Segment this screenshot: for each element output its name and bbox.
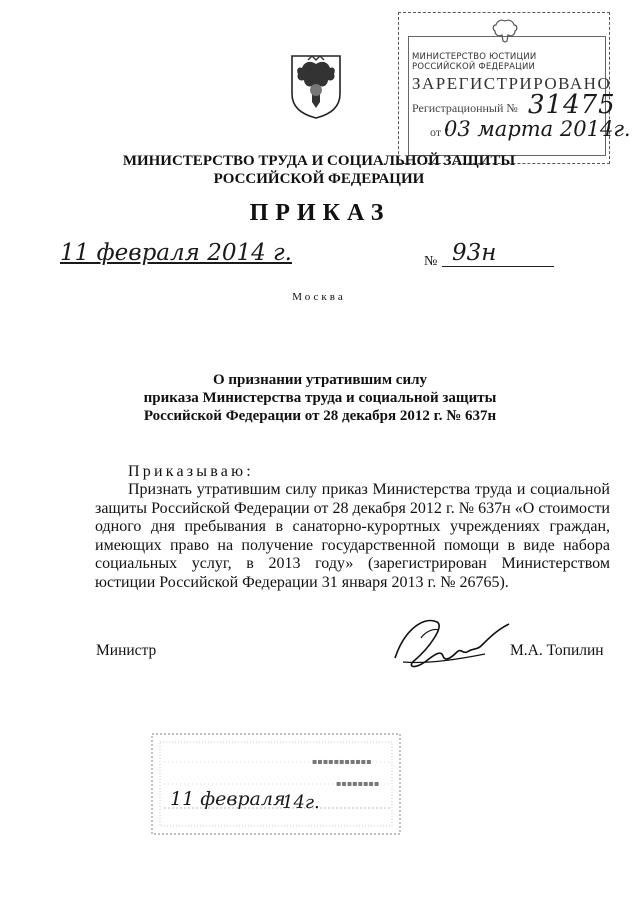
order-subject-line3: Российской Федерации от 28 декабря 2012 г. № 637н xyxy=(143,408,497,424)
coat-of-arms-emblem xyxy=(284,50,348,120)
order-body-text: Признать утратившим силу приказ Министерства труда и социальной защиты Российской Федерации от 28 декабря 2012 г. № 637н «О стоимости одного дня пребывания в санаторно-курортных учреждениях граждан, имеющих право на получение государственной помощи в виде набора социальных услуг, в 2013 году» (зарегистрирован Министерством юстиции Российской Федерации 31 января 2013 г. № 26765). xyxy=(95,481,610,591)
document-type-title: ПРИКАЗ xyxy=(249,200,391,226)
copy-stamp-text-line2: ▪▪▪▪▪▪▪▪ xyxy=(336,779,380,788)
order-subject-line2: приказа Министерства труда и социальной защиты xyxy=(143,390,497,406)
ministry-title-line1: МИНИСТЕРСТВО ТРУДА И СОЦИАЛЬНОЙ ЗАЩИТЫ xyxy=(122,153,516,169)
order-date: 11 февраля 2014 г. xyxy=(60,240,292,266)
order-number-underline xyxy=(442,266,554,267)
stamp-eagle-icon xyxy=(490,17,520,43)
order-subject-line1: О признании утратившим силу xyxy=(213,372,427,388)
ministry-title-line2: РОССИЙСКОЙ ФЕДЕРАЦИИ xyxy=(213,171,425,187)
order-number-label: № xyxy=(424,254,438,269)
order-number: 93н xyxy=(452,240,497,266)
stamp-ministry-label: МИНИСТЕРСТВО ЮСТИЦИИ РОССИЙСКОЙ ФЕДЕРАЦИИ xyxy=(412,52,537,72)
city-label: Москва xyxy=(292,291,346,303)
order-subject xyxy=(110,371,530,425)
stamp-reg-number-label: Регистрационный № xyxy=(412,101,518,115)
handwritten-signature xyxy=(385,608,513,686)
stamp-registered-label: ЗАРЕГИСТРИРОВАНО xyxy=(412,74,612,93)
stamp-reg-date-label: от " xyxy=(430,125,449,139)
copy-stamp-handwritten-date: 11 февраля xyxy=(170,788,286,810)
directive-word: Приказываю: xyxy=(128,463,254,480)
copy-stamp-text-line1: ▪▪▪▪▪▪▪▪▪▪▪ xyxy=(312,757,372,766)
copy-stamp-handwritten-year: 14г. xyxy=(282,792,320,813)
stamp-reg-number: 31475 xyxy=(528,90,616,120)
ministry-title xyxy=(100,152,538,188)
signatory-name: М.А. Топилин xyxy=(510,642,604,659)
stamp-reg-date: 03 марта 2014г. xyxy=(444,117,631,141)
signatory-title: Министр xyxy=(96,642,157,659)
